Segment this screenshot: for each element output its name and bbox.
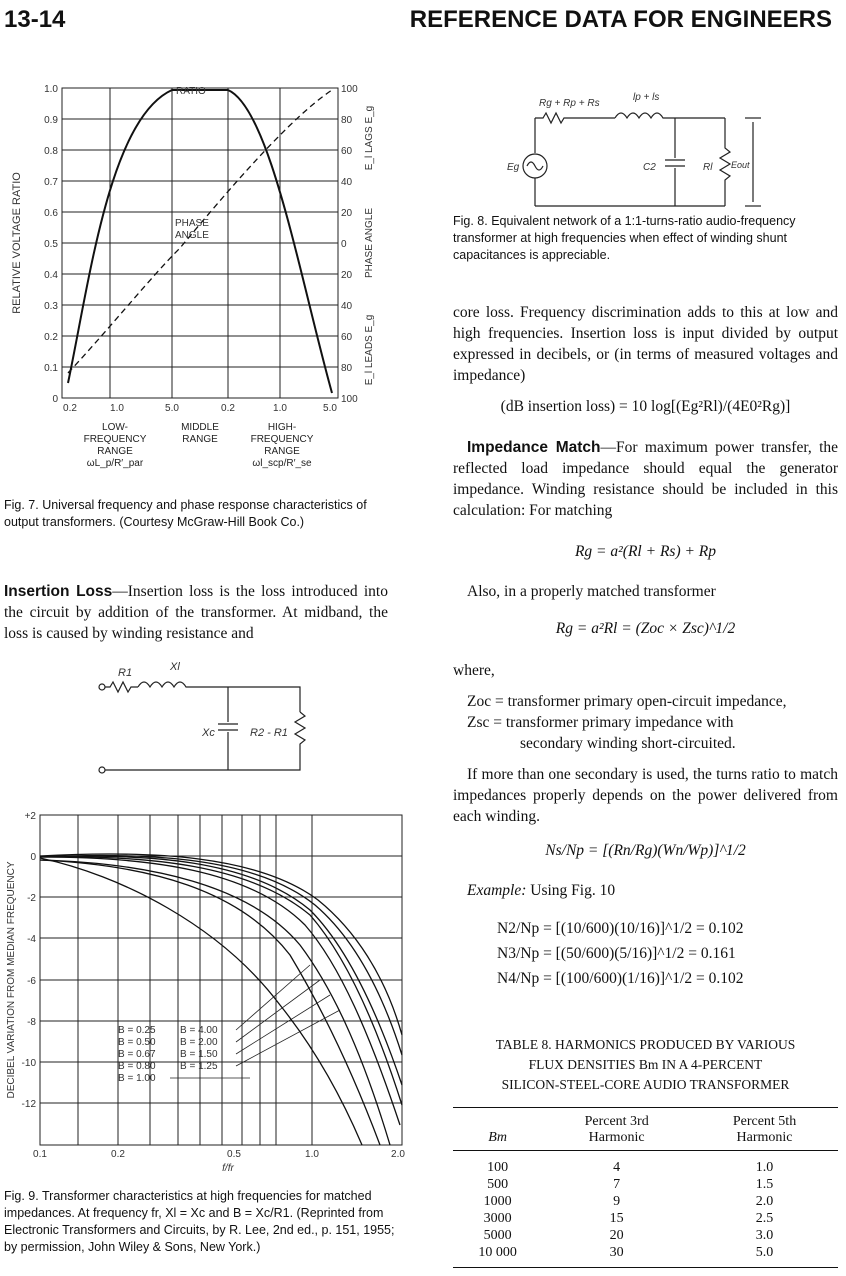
x-tick: 0.2 [221, 403, 235, 414]
fig7-chart [0, 78, 380, 468]
running-title: REFERENCE DATA FOR ENGINEERS [409, 6, 832, 33]
impedance-heading: Impedance Match [467, 439, 601, 456]
fig8-out-label: Eout [731, 160, 750, 170]
cell: 1000 [483, 1194, 512, 1209]
turns-ratio-equation: Ns/Np = [(Rn/Rg)(Wn/Wp)]^1/2 [545, 842, 746, 859]
range-high-1: HIGH- [267, 422, 297, 433]
range-high-2: FREQUENCY [250, 434, 314, 445]
legend-right: B = 4.00 [180, 1025, 218, 1036]
cell: 1.0 [755, 1160, 774, 1175]
y-left-tick: 0.4 [44, 270, 58, 281]
where-label: where, [453, 662, 495, 679]
ratio-label: RATIO [176, 86, 206, 97]
cell: 100 [487, 1160, 509, 1175]
cell: 500 [487, 1177, 509, 1192]
table-row [453, 1176, 838, 1193]
range-low-3: RANGE [97, 446, 133, 457]
fig8-source-label: Eg [507, 162, 520, 173]
insertion-loss-equation: (dB insertion loss) = 10 log[(Eg²Rl)/(4E0²Rg)] [500, 398, 791, 415]
table8 [453, 1107, 838, 1268]
legend-right: B = 2.00 [180, 1037, 218, 1048]
y-left-tick: 0 [52, 394, 58, 405]
table8-col-bm: Bm [488, 1130, 507, 1145]
y-left-tick: 0.5 [44, 239, 58, 250]
fig8-circuit [507, 88, 765, 208]
legend-left: B = 0.50 [118, 1037, 156, 1048]
fig8-series-label: Rg + Rp + Rs [539, 98, 600, 109]
y-right-tick: 0 [341, 239, 347, 250]
cell: 3000 [483, 1211, 512, 1226]
fig7-frame [62, 88, 338, 398]
cell: 5000 [483, 1228, 512, 1243]
x-tick: 0.5 [227, 1149, 241, 1160]
table-row [453, 1210, 838, 1227]
definition-zsc: Zsc = transformer primary impedance with [467, 714, 734, 731]
y-right-tick: 40 [341, 177, 353, 188]
range-high-3: RANGE [264, 446, 300, 457]
table8-title-1: TABLE 8. HARMONICS PRODUCED BY VARIOUS [495, 1037, 796, 1052]
cell: 7 [613, 1177, 621, 1192]
legend-left: B = 0.25 [118, 1025, 156, 1036]
secondary-paragraph: If more than one secondary is used, the turns ratio to match impedances properly depends on the power delivered from each winding. [453, 766, 838, 825]
legend-right: B = 1.25 [180, 1061, 218, 1072]
insertion-heading: Insertion Loss [4, 583, 113, 600]
x-tick: 1.0 [110, 403, 124, 414]
y-tick: 0 [30, 852, 36, 863]
y-left-label: RELATIVE VOLTAGE RATIO [11, 172, 23, 314]
y-tick: -2 [27, 893, 36, 904]
y-right-tick: 100 [341, 84, 358, 95]
range-mid-2: RANGE [182, 434, 218, 445]
x-tick: 0.1 [33, 1149, 47, 1160]
insertion-paragraph [4, 581, 388, 644]
y-right-tick: 20 [341, 270, 353, 281]
fig9-caption: Fig. 9. Transformer characteristics at high frequencies for matched impedances. At frequency fr, Xl = Xc and B = Xc/R1. (Reprinted from Electronic Transformers and Circuits, by R. Lee, 2nd ed., p. 151, 1955; by permission, John Wiley & Sons, New York.) [4, 1189, 395, 1254]
y-right-tick: 20 [341, 208, 353, 219]
y-right-tick: 40 [341, 301, 353, 312]
legend-left: B = 1.00 [118, 1073, 156, 1084]
table8-title [453, 1035, 838, 1095]
x-tick: 5.0 [323, 403, 337, 414]
y-tick: +2 [24, 811, 36, 822]
y-right-tick: 80 [341, 363, 353, 374]
range-mid-1: MIDDLE [181, 422, 219, 433]
impedance-paragraph [453, 437, 838, 521]
y-right-label-mid: PHASE ANGLE [364, 207, 375, 279]
fig7-caption: Fig. 7. Universal frequency and phase response characteristics of output transformers. (Courtesy McGraw-Hill Book Co.) [4, 498, 367, 529]
fig9-chart [0, 805, 415, 1175]
table8-col-3rd-b: Harmonic [588, 1130, 645, 1145]
cell: 15 [609, 1211, 624, 1226]
x-tick: 0.2 [63, 403, 77, 414]
range-low-1: LOW- [102, 422, 128, 433]
x-tick: 5.0 [165, 403, 179, 414]
legend-right: B = 1.50 [180, 1049, 218, 1060]
x-tick: 2.0 [391, 1149, 405, 1160]
cell: 1.5 [755, 1177, 774, 1192]
cell: 5.0 [755, 1245, 774, 1260]
y-tick: -8 [27, 1017, 36, 1028]
y-tick: -10 [21, 1058, 36, 1069]
fig8-load-label: Rl [703, 162, 713, 173]
example-eq-1: N2/Np = [(10/600)(10/16)]^1/2 = 0.102 [497, 920, 744, 937]
cell: 2.0 [755, 1194, 774, 1209]
y-right-label-top: E_l LAGS E_g [364, 105, 375, 171]
fig9-curves [40, 854, 402, 1145]
table-row [453, 1244, 838, 1268]
ratio-curve [68, 90, 332, 393]
y-left-tick: 0.8 [44, 146, 58, 157]
x-tick: 0.2 [111, 1149, 125, 1160]
core-loss-paragraph: core loss. Frequency discrimination adds to this at low and high frequencies. Insertion loss is input divided by output expressed in decibels, or (in terms of measured voltages and impedance) [453, 304, 838, 384]
matching-equation: Rg = a²(Rl + Rs) + Rp [574, 543, 717, 560]
fig8-caption: Fig. 8. Equivalent network of a 1:1-turns-ratio audio-frequency transformer at high frequencies when effect of winding shunt capacitances is appreciable. [453, 214, 796, 262]
fig9-y-label: DECIBEL VARIATION FROM MEDIAN FREQUENCY [6, 861, 17, 1099]
y-left-tick: 0.9 [44, 115, 58, 126]
phase-label-1: PHASE [175, 218, 209, 229]
fig9-circuit [90, 652, 330, 777]
cell: 20 [609, 1228, 624, 1243]
x-tick: 1.0 [273, 403, 287, 414]
y-right-tick: 60 [341, 146, 353, 157]
table8-col-5th-a: Percent 5th [732, 1114, 797, 1129]
phase-label-2: ANGLE [175, 230, 209, 241]
circuit-xc-label: Xc [202, 727, 215, 739]
cell: 30 [609, 1245, 624, 1260]
y-tick: -12 [21, 1099, 36, 1110]
definition-zoc: Zoc = transformer primary open-circuit impedance, [467, 693, 787, 710]
example-label: Example: [467, 882, 527, 899]
y-right-tick: 100 [341, 394, 358, 405]
example-text: Using Fig. 10 [526, 882, 616, 899]
y-right-tick: 60 [341, 332, 353, 343]
y-tick: -4 [27, 934, 36, 945]
range-high-4: ωl_scp/R′_se [252, 458, 312, 469]
cell: 10 000 [478, 1245, 517, 1260]
legend-left: B = 0.80 [118, 1061, 156, 1072]
y-left-tick: 0.6 [44, 208, 58, 219]
table8-col-5th [691, 1108, 838, 1151]
y-left-tick: 1.0 [44, 84, 58, 95]
y-left-tick: 0.1 [44, 363, 58, 374]
y-right-tick: 80 [341, 115, 353, 126]
matched-equation: Rg = a²Rl = (Zoc × Zsc)^1/2 [555, 620, 736, 637]
matched-paragraph: Also, in a properly matched transformer [467, 583, 716, 600]
fig8-cap-label: C2 [643, 162, 656, 173]
page-number: 13-14 [4, 6, 66, 33]
y-right-label-bottom: E_l LEADS E_g [364, 314, 375, 386]
fig9-x-label: f/fr [222, 1163, 234, 1174]
cell: 2.5 [755, 1211, 774, 1226]
table-row [453, 1227, 838, 1244]
definition-zsc-cont: secondary winding short-circuited. [520, 735, 736, 752]
range-low-2: FREQUENCY [83, 434, 147, 445]
table8-title-2: FLUX DENSITIES Bm IN A 4-PERCENT [528, 1057, 763, 1072]
impedance-text: —For maximum power transfer, the reflected load impedance should equal the generator impedance. Winding resistance should be included in this calculation: For matching [453, 439, 839, 519]
circuit-r1-label: R1 [118, 667, 133, 679]
y-left-tick: 0.2 [44, 332, 58, 343]
legend-left: B = 0.67 [118, 1049, 156, 1060]
table8-title-3: SILICON-STEEL-CORE AUDIO TRANSFORMER [501, 1077, 790, 1092]
range-low-4: ωL_p/R′_par [86, 458, 144, 469]
example-eq-3: N4/Np = [(100/600)(1/16)]^1/2 = 0.102 [497, 970, 744, 987]
table8-col-3rd-a: Percent 3rd [584, 1114, 649, 1129]
cell: 9 [613, 1194, 621, 1209]
example-eq-2: N3/Np = [(50/600)(5/16)]^1/2 = 0.161 [497, 945, 736, 962]
cell: 4 [613, 1160, 621, 1175]
cell: 3.0 [755, 1228, 774, 1243]
y-tick: -6 [27, 976, 36, 987]
example-line [467, 880, 837, 901]
table-row [453, 1151, 838, 1177]
y-left-tick: 0.3 [44, 301, 58, 312]
circuit-r2-label: R2 - R1 [250, 727, 288, 739]
table8-col-3rd [542, 1108, 691, 1151]
x-tick: 1.0 [305, 1149, 319, 1160]
circuit-xl-label: Xl [170, 661, 180, 673]
table-row [453, 1193, 838, 1210]
insertion-text: —Insertion loss is the loss introduced into the circuit by addition of the transformer. At midband, the loss is caused by winding resistance and [4, 583, 388, 642]
table8-col-5th-b: Harmonic [736, 1130, 793, 1145]
fig8-current-label: lp + ls [633, 92, 660, 103]
y-left-tick: 0.7 [44, 177, 58, 188]
